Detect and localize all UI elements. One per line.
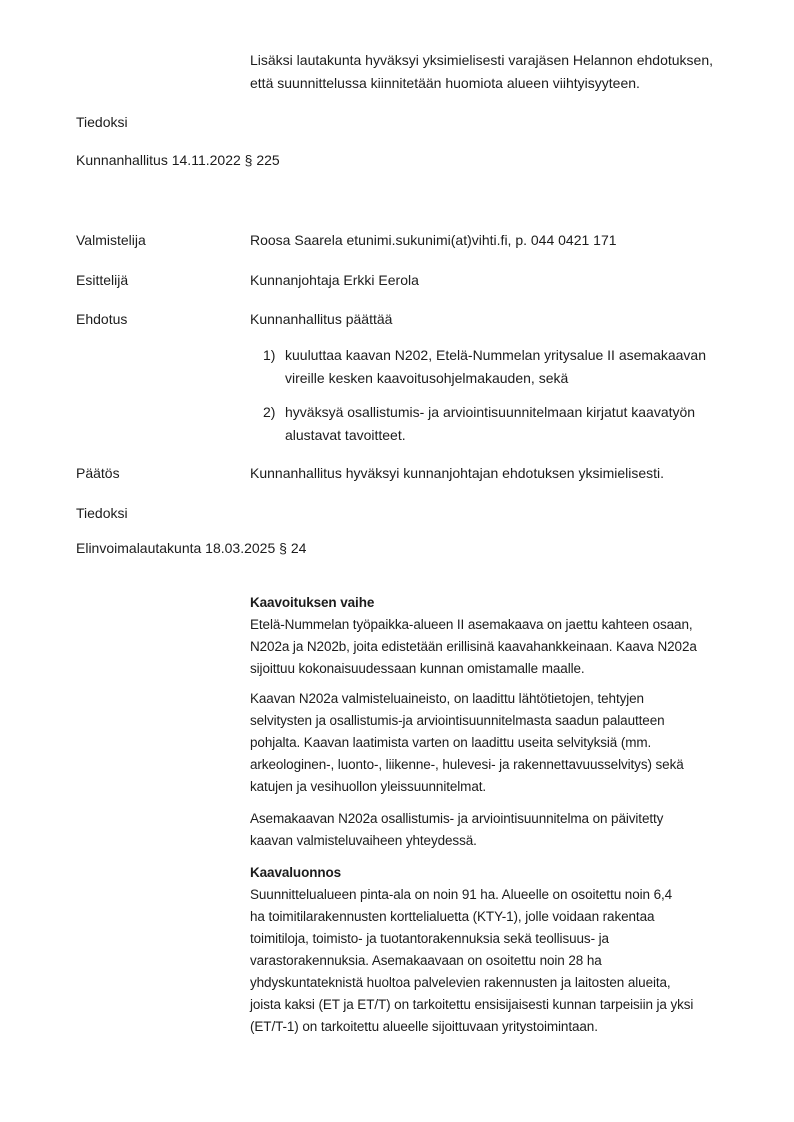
body-paragraph xyxy=(250,688,774,798)
field-value: Roosa Saarela etunimi.sukunimi(at)vihti.fi, p. 044 0421 171 xyxy=(250,232,617,248)
section-kaavoituksen-vaihe xyxy=(250,592,774,852)
list-item-text xyxy=(285,401,695,447)
field-label: Valmistelija xyxy=(76,232,146,248)
field-label: Esittelijä xyxy=(76,272,129,288)
body-paragraph xyxy=(250,884,774,1038)
proposal-list-item-2 xyxy=(263,401,774,447)
text-line: kaavan valmisteluvaiheen yhteydessä. xyxy=(250,833,477,848)
text-line: arkeologinen-, luonto-, liikenne-, hulevesi- ja rakennettavuusselvitys) sekä xyxy=(250,757,684,772)
proposal-list-item-1 xyxy=(263,344,774,390)
list-item-text xyxy=(285,344,706,390)
body-paragraph xyxy=(250,808,774,852)
field-label: Päätös xyxy=(76,465,120,481)
text-line: Asemakaavan N202a osallistumis- ja arviointisuunnitelma on päivitetty xyxy=(250,811,664,826)
text-line: Suunnittelualueen pinta-ala on noin 91 ha. Alueelle on osoitettu noin 6,4 xyxy=(250,887,673,902)
text-line: yhdyskuntateknistä huoltoa palvelevien rakennusten ja laitosten alueita, xyxy=(250,975,671,990)
text-line: varastorakennuksia. Asemakaavaan on osoitettu noin 28 ha xyxy=(250,953,602,968)
text-line: joista kaksi (ET ja ET/T) on tarkoitettu ensisijaisesti kunnan tarpeisiin ja yksi xyxy=(250,997,694,1012)
text-line: toimitiloja, toimisto- ja tuotantorakennuksia sekä teollisuus- ja xyxy=(250,931,609,946)
text-line: N202a ja N202b, joita edistetään erillisinä kaavahankkeinaan. Kaava N202a xyxy=(250,639,697,654)
field-row-ehdotus xyxy=(76,308,774,331)
reference-line-elinvoimalautakunta: Elinvoimalautakunta 18.03.2025 § 24 xyxy=(76,540,307,556)
intro-paragraph xyxy=(250,49,774,95)
list-number: 2) xyxy=(263,404,276,420)
field-label: Ehdotus xyxy=(76,311,128,327)
field-row-paatos xyxy=(76,462,774,485)
text-line: katujen ja vesihuollon yleissuunnitelmat. xyxy=(250,779,487,794)
field-value: Kunnanjohtaja Erkki Eerola xyxy=(250,272,419,288)
text-line: kuuluttaa kaavan N202, Etelä-Nummelan yritysalue II asemakaavan xyxy=(285,347,706,363)
text-line: (ET/T-1) on tarkoitettu alueelle sijoittuvaan yritystoimintaan. xyxy=(250,1019,598,1034)
list-number: 1) xyxy=(263,347,276,363)
text-line: selvitysten ja osallistumis-ja arviointisuunnitelmasta saadun palautteen xyxy=(250,713,665,728)
text-line: Etelä-Nummelan työpaikka-alueen II asemakaava on jaettu kahteen osaan, xyxy=(250,617,693,632)
text-line: alustavat tavoitteet. xyxy=(285,427,406,443)
field-value: Kunnanhallitus päättää xyxy=(250,311,393,327)
text-line: Lisäksi lautakunta hyväksyi yksimielisesti varajäsen Helannon ehdotuksen, xyxy=(250,52,714,68)
text-line: ha toimitilarakennusten korttelialuetta (KTY-1), jolle voidaan rakentaa xyxy=(250,909,655,924)
tiedoksi-label-1: Tiedoksi xyxy=(76,114,128,130)
section-kaavaluonnos xyxy=(250,862,774,1038)
reference-line-kunnanhallitus: Kunnanhallitus 14.11.2022 § 225 xyxy=(76,152,280,168)
text-line: pohjalta. Kaavan laatimista varten on laadittu useita selvityksiä (mm. xyxy=(250,735,652,750)
body-sections xyxy=(250,592,774,1038)
body-paragraph xyxy=(250,614,774,680)
field-value: Kunnanhallitus hyväksyi kunnanjohtajan ehdotuksen yksimielisesti. xyxy=(250,465,665,481)
text-line: hyväksyä osallistumis- ja arviointisuunnitelmaan kirjatut kaavatyön xyxy=(285,404,696,420)
text-line: että suunnittelussa kiinnitetään huomiota alueen viihtyisyyteen. xyxy=(250,75,640,91)
field-row-esittelija xyxy=(76,269,774,292)
tiedoksi-label-2: Tiedoksi xyxy=(76,505,128,521)
text-line: sijoittuu kokonaisuudessaan kunnan omistamalle maalle. xyxy=(250,661,585,676)
text-line: vireille kesken kaavoitusohjelmakauden, sekä xyxy=(285,370,569,386)
text-line: Kaavan N202a valmisteluaineisto, on laadittu lähtötietojen, tehtyjen xyxy=(250,691,644,706)
section-heading: Kaavaluonnos xyxy=(250,865,342,880)
field-row-valmistelija xyxy=(76,229,774,252)
section-heading: Kaavoituksen vaihe xyxy=(250,595,375,610)
